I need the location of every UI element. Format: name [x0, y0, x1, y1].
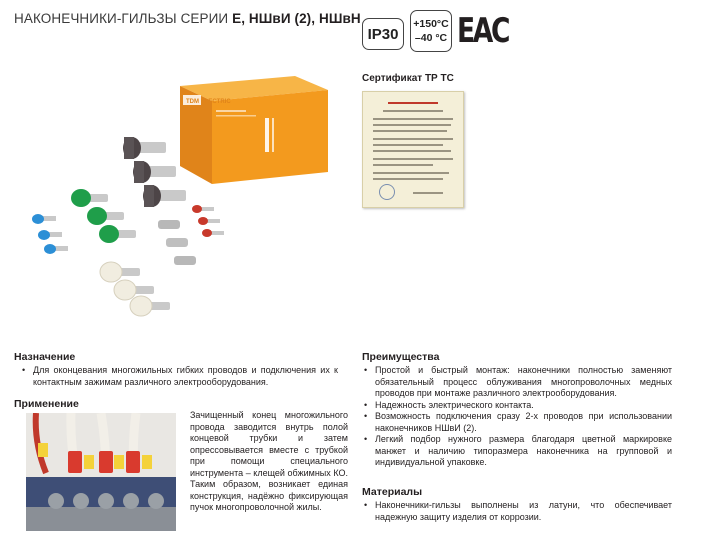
- temp-high: +150°C: [413, 18, 449, 30]
- red-sleeves: [192, 205, 224, 237]
- advantages-heading: Преимущества: [362, 351, 440, 363]
- green-sleeves: [71, 189, 136, 243]
- purpose-heading: Назначение: [14, 351, 76, 363]
- advantage-item: • Надежность электрического контакта.: [362, 400, 672, 412]
- advantage-item: • Легкий подбор нужного размера благодаря цветной маркировке манжет и наличию типоразмера наконечника на групповой и индивидуальной упаковке.: [362, 434, 672, 469]
- product-box: [180, 76, 328, 184]
- title-series: Е, НШвИ (2), НШвН: [232, 11, 361, 26]
- application-text: Зачищенный конец многожильного провода заводится внутрь полой концевой трубки и затем опрессовывается вместе с трубкой при помощи специального инструмента – клещей обжимных КО. Таким образом, возникает единая конструкция, надёжно фиксирующая пучок многопроволочной жилы.: [190, 410, 348, 512]
- page-title: [14, 11, 361, 26]
- application-heading: Применение: [14, 398, 79, 410]
- white-sleeves: [100, 262, 170, 316]
- advantage-item: • Возможность подключения сразу 2-х проводов при использовании наконечников НШвИ (2).: [362, 411, 672, 434]
- product-photo: [20, 68, 342, 318]
- purpose-item: • Для оконцевания многожильных гибких проводов и подключения их к контактным зажимам различного электрооборудования.: [20, 365, 338, 388]
- ip-rating-text: IP30: [367, 25, 399, 43]
- certificate-image: [362, 91, 464, 208]
- materials-heading: Материалы: [362, 486, 423, 498]
- blue-sleeves: [32, 214, 68, 254]
- temperature-range-badge: [410, 10, 452, 52]
- ip-rating-badge: [362, 18, 404, 50]
- advantage-item: • Простой и быстрый монтаж: наконечники полностью заменяют обязательный процесс облуживания многопроволочных медных проводов при монтаже различного электрооборудования.: [362, 365, 672, 400]
- title-prefix: НАКОНЕЧНИКИ-ГИЛЬЗЫ СЕРИИ: [14, 11, 233, 26]
- eac-mark: EAC: [457, 11, 509, 51]
- advantages-list: [362, 365, 672, 469]
- temp-low: –40 °C: [414, 32, 448, 44]
- purpose-list: [20, 365, 338, 388]
- bare-tubes: [158, 220, 196, 265]
- box-brand: TDM ELECTRIC: [186, 99, 231, 105]
- materials-list: [362, 500, 672, 523]
- grey-sleeves: [123, 137, 186, 207]
- materials-item: • Наконечники-гильзы выполнены из латуни, что обеспечивает надежную защиту изделия от коррозии.: [362, 500, 672, 523]
- certificate-label: Сертификат ТР ТС: [362, 73, 454, 84]
- application-photo: [26, 413, 176, 531]
